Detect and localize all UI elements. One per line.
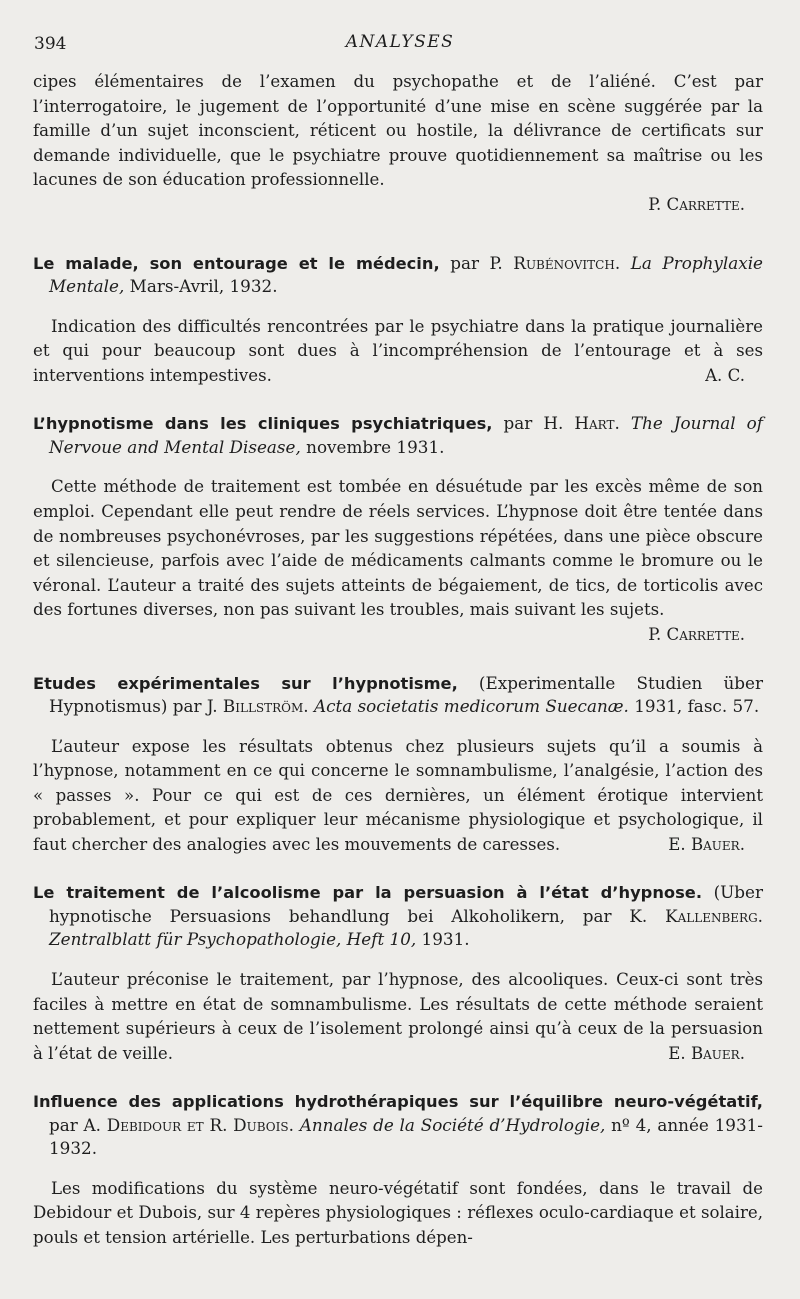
entry-title: Etudes expérimentales sur l’hypnotisme, xyxy=(33,673,458,693)
entry-journal: The Journal of Nervoue and Mental Disease, xyxy=(49,413,763,457)
entry-body xyxy=(33,968,763,1066)
running-title: ANALYSES xyxy=(345,32,455,52)
entry-by: par xyxy=(439,252,490,273)
entry-details: 1931. xyxy=(416,929,470,950)
entry-title: Le malade, son entourage et le médecin, xyxy=(33,253,440,273)
entry-body-text: Indication des difficultés rencontrées par le psychiatre dans la pratique journalière et qui pour beaucoup sont dues à l’incompréhension de l’entourage et à ses interventions intempestives. xyxy=(33,316,763,385)
entry-body xyxy=(33,315,763,389)
review-entry xyxy=(33,412,763,647)
review-entry xyxy=(33,672,763,858)
page-number: 394 xyxy=(34,34,67,54)
entry-journal: Zentralblatt für Psychopathologie, Heft 10, xyxy=(49,929,417,950)
page-header xyxy=(0,30,800,60)
entry-journal: Annales de la Société d’Hydrologie, xyxy=(293,1114,606,1135)
entry-heading xyxy=(33,252,763,299)
entry-details: Mars-Avril, 1932. xyxy=(124,276,278,297)
entry-body-text: L’auteur expose les résultats obtenus chez plusieurs sujets qu’il a soumis à l’hypnose, notamment en ce qui concerne le somnambulisme, l’analgésie, l’action des « passes ». Pour ce qui est de ces dernières, un élément érotique intervient probablement, et pour expliquer leur mécanisme physiologique et psychologique, il faut chercher des analogies avec les mouvements de caresses. xyxy=(33,736,763,854)
entry-journal: Acta societatis medicorum Suecanæ. xyxy=(308,696,629,716)
entry-author: A. Debidour et R. Dubois. xyxy=(83,1114,294,1135)
entry-body: Cette méthode de traitement est tombée en désuétude par les excès même de son emploi. Cependant elle peut rendre de réels services. L’hypnose doit être tentée dans de nombreuses psychonévroses, par les suggestions répétées, dans une pièce obscure et silencieuse, parfois avec l’aide de médicaments calmants comme le bromure ou le véronal. L’auteur a traité des sujets atteints de bégaiement, de tics, de torticolis avec des fortunes diverses, non pas suivant les troubles, mais suivant les sujets. xyxy=(33,477,763,620)
entry-details: novembre 1931. xyxy=(300,436,445,457)
entry-by: par xyxy=(492,413,544,434)
page-content xyxy=(33,70,763,1251)
entry-body-text: L’auteur préconise le traitement, par l’hypnose, des alcooliques. Ceux-ci sont très faciles à mettre en état de somnambulisme. Les résultats de cette méthode seraient nettement supérieurs à ceux de l’isolement prolongé ainsi qu’à ceux de la persuasion à l’état de veille. xyxy=(33,969,763,1063)
entry-title: L’hypnotisme dans les cliniques psychiatriques, xyxy=(33,414,493,434)
entry-by: par xyxy=(49,1114,84,1135)
entry-body: Les modifications du système neuro-végétatif sont fondées, dans le travail de Debidour et Dubois, sur 4 repères physiologiques : réflexes oculo-cardiaque et solaire, pouls et tension artérielle. Les perturbations dépen- xyxy=(33,1178,763,1248)
entry-details: nº 4, année 1931-1932. xyxy=(49,1114,763,1159)
entry-details: 1931, fasc. 57. xyxy=(628,696,760,716)
review-entry xyxy=(33,252,763,389)
entry-author: H. Hart. xyxy=(543,413,620,434)
entry-title: Le traitement de l’alcoolisme par la persuasion à l’état d’hypnose. xyxy=(33,883,703,903)
entry-signature: E. Bauer. xyxy=(668,834,745,854)
entry-author: K. Kallenberg. xyxy=(629,905,763,926)
entry-heading xyxy=(33,412,763,459)
entry-author: J. Billström. xyxy=(206,696,309,716)
review-entry xyxy=(33,1090,763,1250)
entry-heading xyxy=(33,672,763,719)
entry-body xyxy=(33,735,763,858)
entry-author: P. Rubénovitch. xyxy=(489,252,621,273)
entry-signature: E. Bauer. xyxy=(668,1043,745,1063)
entry-by: (Experimentalle Studien über Hypnotismus) par xyxy=(49,672,763,716)
entry-signature: A. C. xyxy=(705,365,745,385)
entry-signature: P. Carrette. xyxy=(648,624,745,644)
entry-by: (Uber hypnotische Persuasions behandlung bei Alkoholikern, par xyxy=(49,882,763,926)
entry-journal: La Prophylaxie Mentale, xyxy=(49,252,763,297)
entry-heading xyxy=(33,881,763,952)
entry-heading xyxy=(33,1090,763,1161)
intro-paragraph: cipes élémentaires de l’examen du psychopathe et de l’aliéné. C’est par l’interrogatoire, le jugement de l’opportunité d’une mise en scène suggérée par la famille d’un sujet inconscient, réticent ou hostile, la délivrance de certificats sur demande individuelle, que le psychiatre prouve quotidiennement sa maîtrise ou les lacunes de son éducation professionnelle. xyxy=(33,72,763,190)
review-entry xyxy=(33,881,763,1066)
entry-title: Influence des applications hydrothérapiques sur l’équilibre neuro-végétatif, xyxy=(33,1092,763,1112)
intro-signature: P. Carrette. xyxy=(648,194,745,214)
